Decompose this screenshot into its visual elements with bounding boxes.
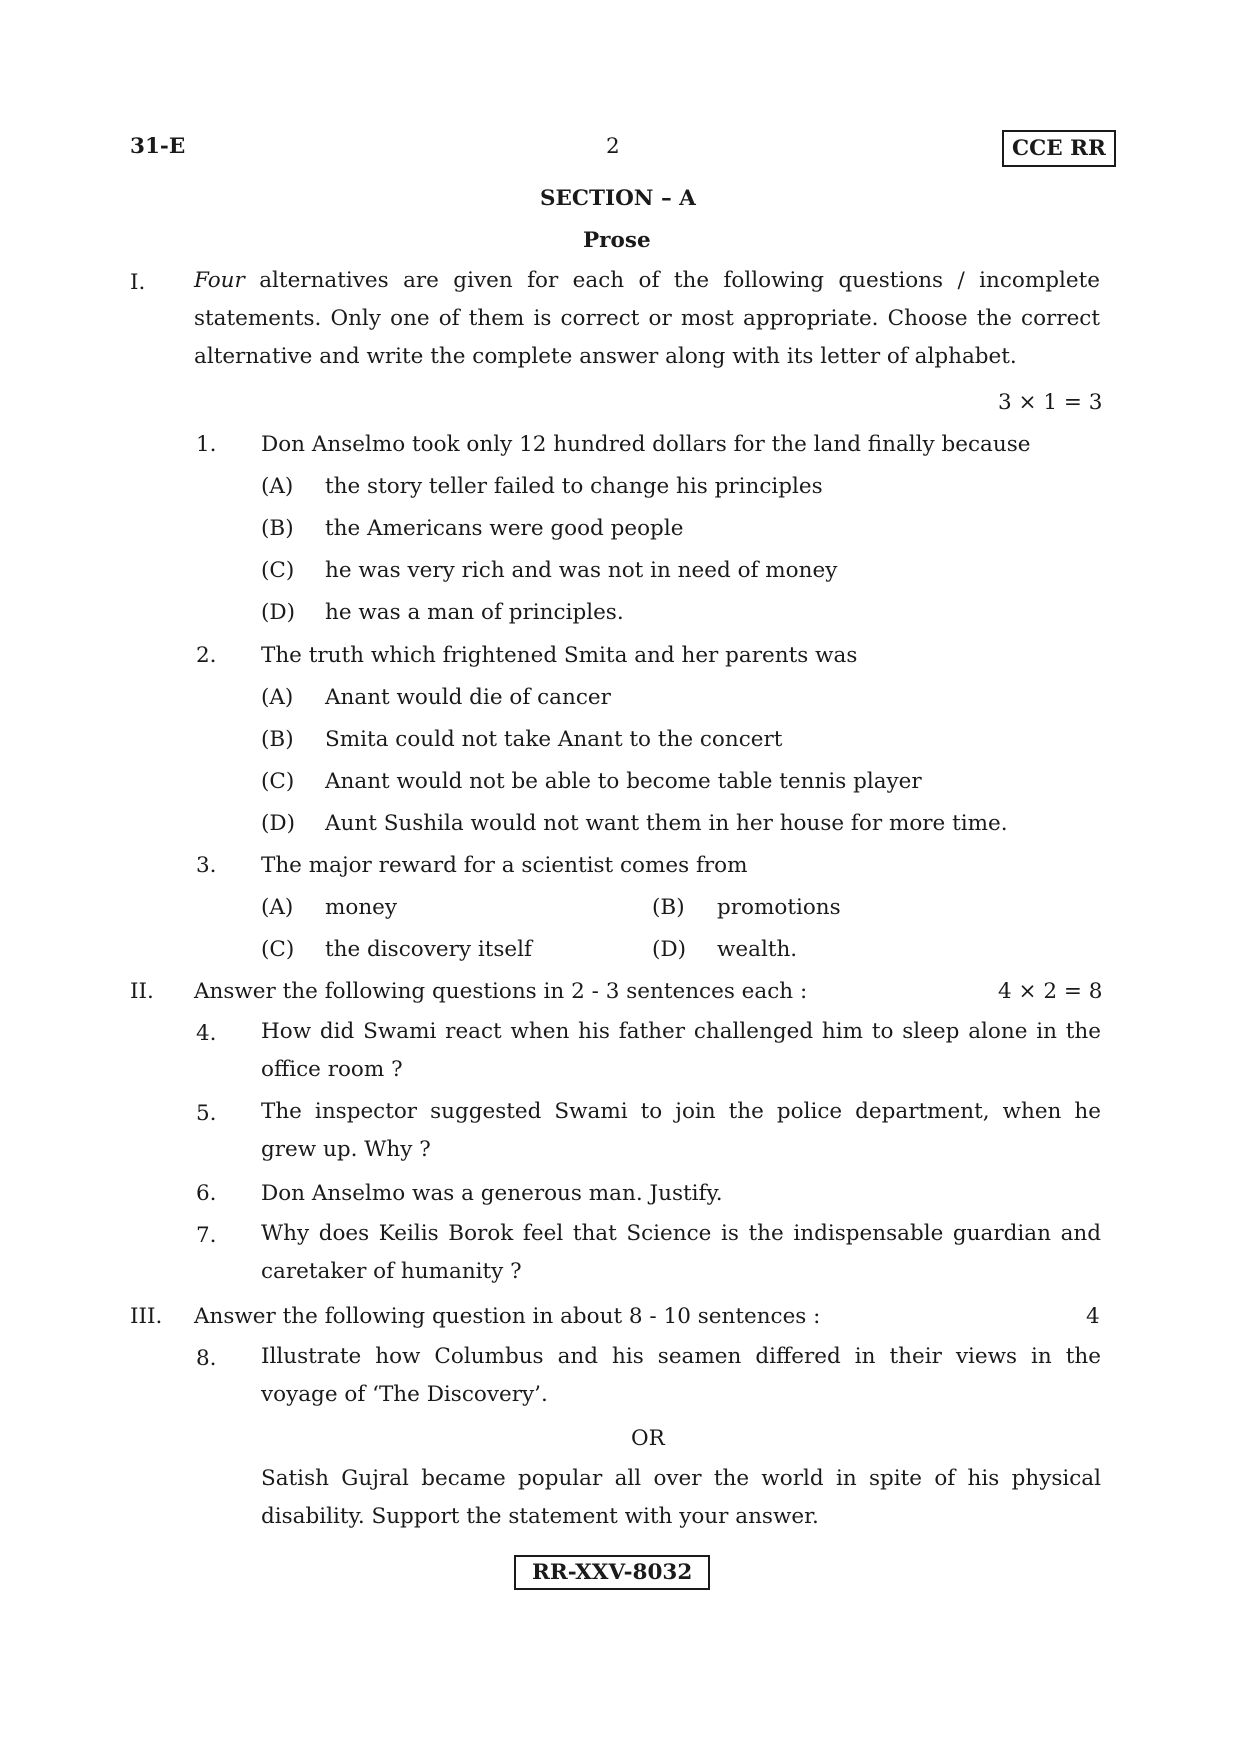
paper-code: 31-E xyxy=(130,134,186,159)
subsection-title: Prose xyxy=(583,228,651,253)
question-text: The inspector suggested Swami to join the police department, when he grew up. Why ? xyxy=(261,1099,1101,1162)
part1-instruction-text: alternatives are given for each of the following questions / incomplete statements. Only one of them is correct or most appropriate. Choose the correct alternative and write the complete answer along with its letter of alphabet. xyxy=(194,268,1100,369)
option-letter: (B) xyxy=(652,895,685,920)
question-number: 2. xyxy=(196,643,217,668)
part1-numeral: I. xyxy=(130,270,146,295)
question-text: Why does Keilis Borok feel that Science is the indispensable guardian and caretaker of humanity ? xyxy=(261,1221,1101,1284)
question-text: How did Swami react when his father challenged him to sleep alone in the office room ? xyxy=(261,1019,1101,1082)
option-text: the story teller failed to change his principles xyxy=(325,474,823,499)
option-letter: (D) xyxy=(261,600,296,625)
question-number: 3. xyxy=(196,853,217,878)
footer-code: RR-XXV-8032 xyxy=(514,1555,710,1590)
option-letter: (A) xyxy=(261,895,294,920)
question-text: The truth which frightened Smita and her parents was xyxy=(261,643,858,668)
section-title: SECTION – A xyxy=(540,186,696,211)
question-number: 7. xyxy=(196,1223,217,1248)
part1-instruction-emphasis: Four xyxy=(194,268,245,293)
option-letter: (D) xyxy=(261,811,296,836)
cce-rr-badge: CCE RR xyxy=(1002,130,1116,167)
question-text: Don Anselmo took only 12 hundred dollars for the land finally because xyxy=(261,432,1031,457)
option-text: Anant would die of cancer xyxy=(325,685,611,710)
part2-numeral: II. xyxy=(130,979,154,1004)
option-text: Anant would not be able to become table tennis player xyxy=(325,769,922,794)
question-number: 6. xyxy=(196,1181,217,1206)
option-letter: (B) xyxy=(261,727,294,752)
option-text: Aunt Sushila would not want them in her house for more time. xyxy=(325,811,1008,836)
page-number: 2 xyxy=(606,134,620,159)
part3-marks: 4 xyxy=(1086,1304,1100,1329)
option-letter: (B) xyxy=(261,516,294,541)
part2-instruction: Answer the following questions in 2 - 3 sentences each : xyxy=(194,979,808,1004)
question-number: 5. xyxy=(196,1101,217,1126)
option-text: the Americans were good people xyxy=(325,516,684,541)
option-text: the discovery itself xyxy=(325,937,532,962)
option-text: money xyxy=(325,895,398,920)
option-text: promotions xyxy=(717,895,841,920)
part1-marks: 3 × 1 = 3 xyxy=(998,390,1103,415)
option-letter: (A) xyxy=(261,474,294,499)
question-text: The major reward for a scientist comes from xyxy=(261,853,748,878)
option-text: he was very rich and was not in need of money xyxy=(325,558,838,583)
option-text: Smita could not take Anant to the concert xyxy=(325,727,783,752)
part3-instruction: Answer the following question in about 8 - 10 sentences : xyxy=(194,1304,821,1329)
question-number: 4. xyxy=(196,1021,217,1046)
question-number: 8. xyxy=(196,1346,217,1371)
or-label: OR xyxy=(631,1426,665,1451)
part1-instruction xyxy=(194,262,1100,376)
question-text: Illustrate how Columbus and his seamen differed in their views in the voyage of ‘The Discovery’. xyxy=(261,1344,1101,1407)
option-letter: (C) xyxy=(261,937,295,962)
part3-numeral: III. xyxy=(130,1304,163,1329)
option-letter: (C) xyxy=(261,769,295,794)
part2-marks: 4 × 2 = 8 xyxy=(998,979,1103,1004)
option-text: he was a man of principles. xyxy=(325,600,624,625)
question-number: 1. xyxy=(196,432,217,457)
option-letter: (D) xyxy=(652,937,687,962)
question-text: Don Anselmo was a generous man. Justify. xyxy=(261,1181,723,1206)
option-letter: (C) xyxy=(261,558,295,583)
alternative-question-text: Satish Gujral became popular all over the world in spite of his physical disability. Support the statement with your answer. xyxy=(261,1466,1101,1529)
option-letter: (A) xyxy=(261,685,294,710)
option-text: wealth. xyxy=(717,937,798,962)
